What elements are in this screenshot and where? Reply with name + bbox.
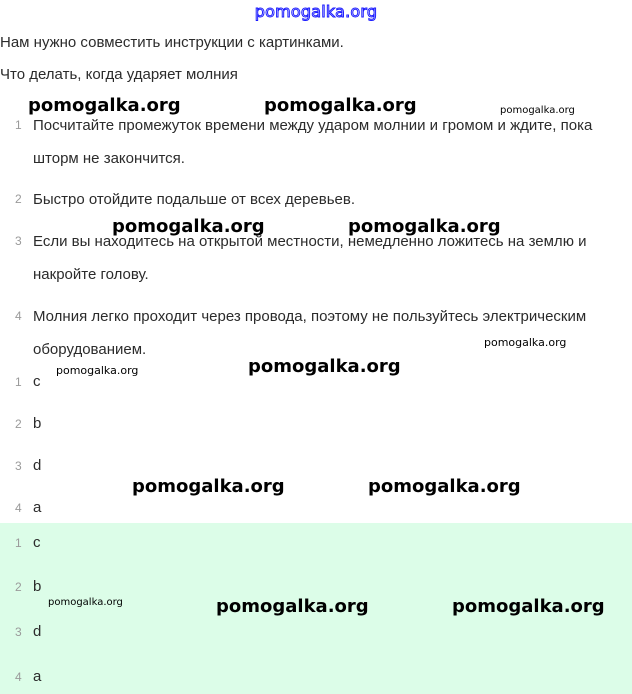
answer-item: [0, 531, 300, 555]
intro-line-1: Нам нужно совместить инструкции с картинками.: [0, 34, 344, 51]
watermark-text: pomogalka.org: [248, 356, 401, 377]
answer-number: 3: [15, 459, 22, 473]
instruction-number: 4: [15, 309, 22, 323]
watermark-text: pomogalka.org: [28, 95, 181, 116]
instruction-text: Быстро отойдите подальше от всех деревьев.: [33, 191, 356, 208]
watermark-text: pomogalka.org: [48, 597, 123, 608]
answer-number: 1: [15, 536, 22, 550]
answer-number: 1: [15, 375, 22, 389]
instruction-item: [0, 183, 600, 216]
answer-number: 2: [15, 580, 22, 594]
watermark-text: pomogalka.org: [452, 596, 605, 617]
watermark-text: pomogalka.org: [216, 596, 369, 617]
answer-number: 4: [15, 501, 22, 515]
answer-item: [0, 454, 300, 478]
answer-letter: d: [33, 457, 42, 474]
watermark-text: pomogalka.org: [264, 95, 417, 116]
instruction-text: Молния легко проходит через провода, поэтому не пользуйтесь электрическим оборудованием.: [33, 308, 587, 358]
answer-letter: c: [33, 373, 41, 390]
watermark-text: pomogalka.org: [132, 476, 285, 497]
instruction-number: 2: [15, 192, 22, 206]
answer-letter: d: [33, 623, 42, 640]
instruction-text: Посчитайте промежуток времени между ударом молнии и громом и ждите, пока шторм не закончится.: [33, 117, 593, 167]
instruction-text: Если вы находитесь на открытой местности, немедленно ложитесь на землю и накройте голову.: [33, 233, 587, 283]
answer-letter: b: [33, 415, 42, 432]
answer-item: [0, 620, 300, 644]
instruction-number: 1: [15, 118, 22, 132]
instruction-item: [0, 109, 600, 175]
answer-number: 4: [15, 670, 22, 684]
instruction-number: 3: [15, 234, 22, 248]
answer-item: [0, 665, 300, 689]
site-title[interactable]: pomogalka.org: [254, 2, 378, 21]
answer-letter: b: [33, 578, 42, 595]
answer-item: [0, 496, 300, 520]
watermark-text: pomogalka.org: [500, 105, 575, 116]
intro-line-2: Что делать, когда ударяет молния: [0, 66, 238, 83]
watermark-text: pomogalka.org: [56, 364, 139, 377]
watermark-text: pomogalka.org: [348, 216, 501, 237]
watermark-text: pomogalka.org: [484, 336, 567, 349]
watermark-text: pomogalka.org: [112, 216, 265, 237]
answer-number: 3: [15, 625, 22, 639]
answer-letter: a: [33, 499, 42, 516]
watermark-text: pomogalka.org: [368, 476, 521, 497]
answer-letter: c: [33, 534, 41, 551]
answer-item: [0, 412, 300, 436]
instruction-item: [0, 225, 600, 291]
answer-letter: a: [33, 668, 42, 685]
answer-number: 2: [15, 417, 22, 431]
